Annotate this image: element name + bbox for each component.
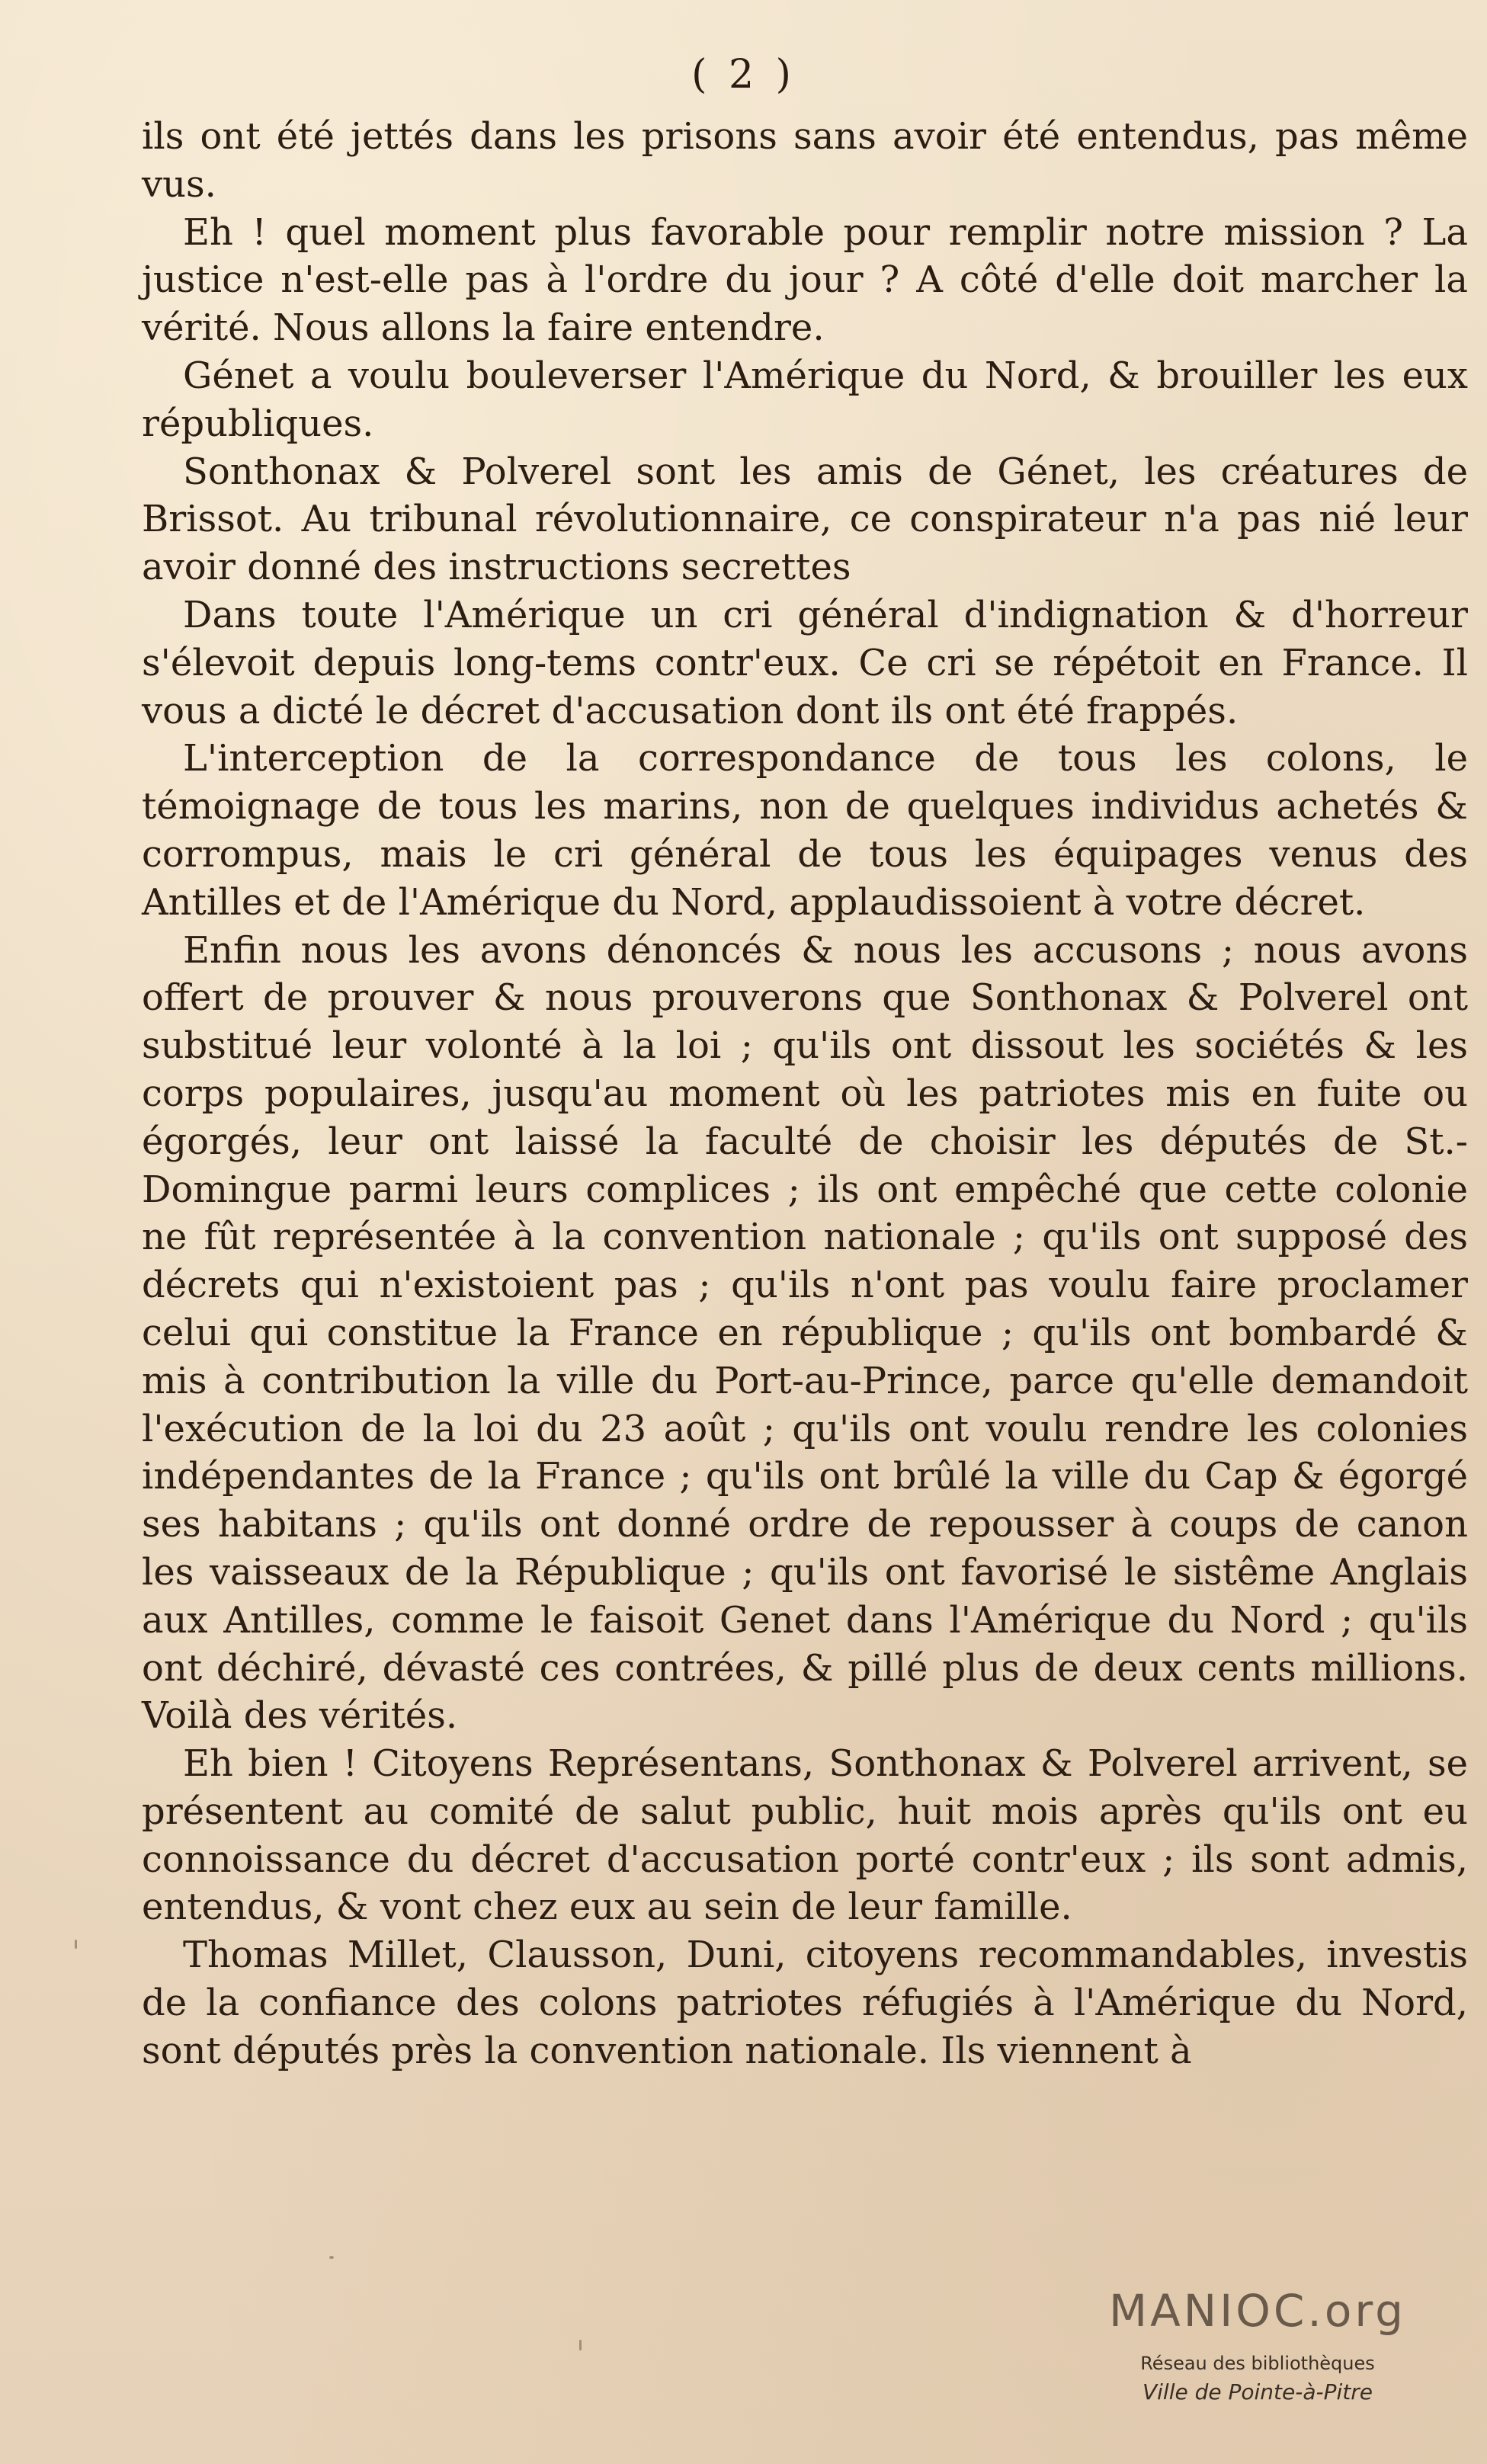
paper-speck bbox=[579, 2340, 582, 2350]
paragraph-7: Enfin nous les avons dénoncés & nous les accusons ; nous avons offert de prouver & nous prouverons que Sonthonax & Polverel ont substitué leur volonté à la loi ; qu'ils ont dissout les sociétés & les corps populaires, jusqu'au moment où les patriotes mis en fuite ou égorgés, leur ont laissé la faculté de choisir les députés de St.-Domingue parmi leurs complices ; ils ont empêché que cette colonie ne fût représentée à la convention nationale ; qu'ils ont supposé des décrets qui n'existoient pas ; qu'ils n'ont pas voulu faire proclamer celui qui constitue la France en république ; qu'ils ont bombardé & mis à contribution la ville du Port-au-Prince, parce qu'elle demandoit l'exécution de la loi du 23 août ; qu'ils ont voulu rendre les colonies indépendantes de la France ; qu'ils ont brûlé la ville du Cap & égorgé ses habitans ; qu'ils ont donné ordre de repousser à coups de canon les vaisseaux de la République ; qu'ils ont favorisé le sistême Anglais aux Antilles, comme le faisoit Genet dans l'Amérique du Nord ; qu'ils ont déchiré, dévasté ces contrées, & pillé plus de deux cents millions. Voilà des vérités. bbox=[142, 928, 1468, 1738]
paper-speck bbox=[329, 2256, 334, 2259]
paragraph-8: Eh bien ! Citoyens Représentans, Sonthonax & Polverel arrivent, se présentent au comité de salut public, huit mois après qu'ils ont eu connoissance du décret d'accusation porté contr'eux ; ils sont admis, entendus, & vont chez eux au sein de leur famille. bbox=[142, 1742, 1468, 1929]
logo-city-text: Ville de Pointe-à-Pitre bbox=[1142, 2379, 1373, 2405]
paragraph-3: Génet a voulu bouleverser l'Amérique du Nord, & brouiller les eux républiques. bbox=[142, 354, 1468, 445]
logo-network-text: Réseau des bibliothèques bbox=[1140, 2353, 1375, 2374]
paragraph-4: Sonthonax & Polverel sont les amis de Génet, les créatures de Brissot. Au tribunal révolutionnaire, ce conspirateur n'a pas nié leur avoir donné des instructions secrettes bbox=[142, 450, 1468, 589]
paragraph-6: L'interception de la correspondance de tous les colons, le témoignage de tous les marins, non de quelques individus achetés & corrompus, mais le cri général de tous les équipages venus des Antilles et de l'Amérique du Nord, applaudissoient à votre décret. bbox=[142, 737, 1468, 924]
body-text bbox=[142, 113, 1468, 2075]
paper-speck bbox=[905, 949, 908, 956]
manioc-logo bbox=[1098, 2286, 1418, 2405]
paragraph-9: Thomas Millet, Clausson, Duni, citoyens recommandables, investis de la confiance des colons patriotes réfugiés à l'Amérique du Nord, sont députés près la convention nationale. Ils viennent à bbox=[142, 1934, 1468, 2072]
paper-speck bbox=[75, 1940, 77, 1949]
paragraph-1: ils ont été jettés dans les prisons sans avoir été entendus, pas même vus. bbox=[142, 115, 1468, 206]
page-number: ( 2 ) bbox=[691, 52, 796, 98]
paragraph-2: Eh ! quel moment plus favorable pour remplir notre mission ? La justice n'est-elle pas à l'ordre du jour ? A côté d'elle doit marcher la vérité. Nous allons la faire entendre. bbox=[142, 210, 1468, 350]
logo-wordmark: MANIOC.org bbox=[1109, 2285, 1406, 2337]
paragraph-5: Dans toute l'Amérique un cri général d'indignation & d'horreur s'élevoit depuis long-tems contr'eux. Ce cri se répétoit en France. Il vous a dicté le décret d'accusation dont ils ont été frappés. bbox=[142, 593, 1468, 732]
